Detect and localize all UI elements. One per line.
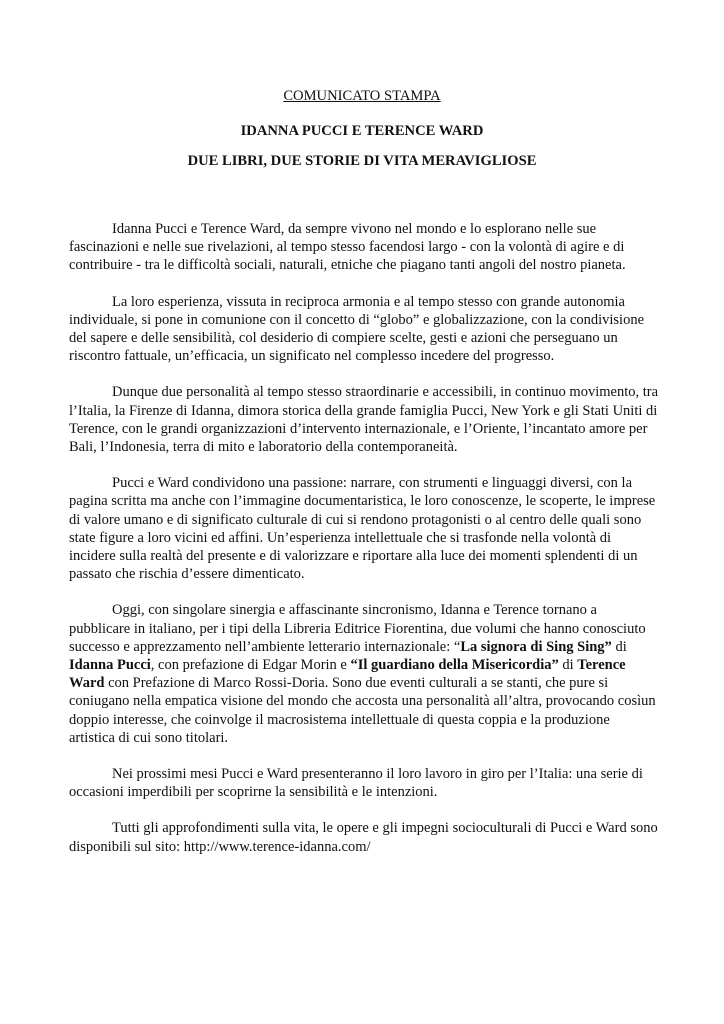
text-run: di bbox=[611, 638, 627, 655]
paragraph-experience: La loro esperienza, vissuta in reciproca armonia e al tempo stesso con grande autonomia individuale, si pone in comunione con il concetto di “globo” e globalizzazione, con la condivisione del sapere e delle sensibilità, col desiderio di compiere scelte, gesti e azioni che perseguano un riscontro fattuale, un’efficacia, un significato nel complesso incedere del progresso. bbox=[69, 293, 645, 365]
text-run: Oggi, con singolare sinergia e affascinante sincronismo, Idanna e Terence tornano a pubblicare in italiano, per i tipi della Libreria Editrice Fiorentina, due volumi che hanno conosciuto successo e apprezzamento nell’ambiente letterario internazionale: “ bbox=[69, 602, 646, 655]
document-title: IDANNA PUCCI E TERENCE WARD bbox=[240, 123, 484, 139]
paragraph-intro: Idanna Pucci e Terence Ward, da sempre vivono nel mondo e lo esplorano nelle sue fascinazioni e nelle sue rivelazioni, al tempo stesso facendosi largo - con la volontà di agire e di contribuire - tra le difficoltà sociali, naturali, etniche che piagano tanti angoli del nostro pianeta. bbox=[69, 221, 626, 274]
paragraph-books bbox=[69, 601, 659, 747]
text-run: con Prefazione di Marco Rossi-Doria. Sono due eventi culturali a se stanti, che pure si coniugano nella empatica visione del mondo che accosta una personalità all’altra, provocando cosìun doppio interesse, che coinvolge il macrosistema intellettuale di questa coppia e la produzione artistica di cui sono titolari. bbox=[69, 675, 656, 746]
paragraph-personalities: Dunque due personalità al tempo stesso straordinarie e accessibili, in continuo movimento, tra l’Italia, la Firenze di Idanna, dimora storica della grande famiglia Pucci, New York e gli Stati Uniti di Terence, con le grandi organizzazioni d’intervento internazionale, e l’Oriente, l’incantato amore per Bali, l’Indonesia, terra di mito e laboratorio della contemporaneità. bbox=[69, 384, 659, 456]
paragraph-passion: Pucci e Ward condividono una passione: narrare, con strumenti e linguaggi diversi, con la pagina scritta ma anche con l’immagine documentaristica, le loro conoscenze, le scoperte, le imprese di valore umano e di significato culturale di cui si rendono protagonisti o al centro delle quali sono state figure a loro vicini ed affini. Un’esperienza intellettuale che si trasfonde nella volontà di incidere sulla realtà del presente e di valorizzare e riportare alla luce dei momenti splendenti di un passato che rischia d’essere dimenticato. bbox=[69, 475, 656, 583]
book-title-guardiano: “Il guardiano della Misericordia” bbox=[350, 657, 559, 674]
press-release-label: COMUNICATO STAMPA bbox=[283, 88, 441, 104]
paragraph-website: Tutti gli approfondimenti sulla vita, le opere e gli impegni socioculturali di Pucci e Ward sono disponibili sul sito: http://www.terence-idanna.com/ bbox=[69, 820, 658, 855]
document-body bbox=[69, 220, 659, 874]
author-idanna-pucci: Idanna Pucci bbox=[69, 657, 151, 674]
text-run: di bbox=[558, 657, 578, 674]
paragraph-upcoming: Nei prossimi mesi Pucci e Ward presenteranno il loro lavoro in giro per l’Italia: una serie di occasioni imperdibili per scoprirne la sensibilità e le intenzioni. bbox=[69, 766, 643, 801]
book-title-sing-sing: La signora di Sing Sing” bbox=[460, 638, 612, 655]
text-run: , con prefazione di Edgar Morin e bbox=[150, 657, 351, 674]
author-terence-ward: Terence Ward bbox=[69, 657, 626, 692]
document-subtitle: DUE LIBRI, DUE STORIE DI VITA MERAVIGLIOSE bbox=[187, 153, 537, 169]
